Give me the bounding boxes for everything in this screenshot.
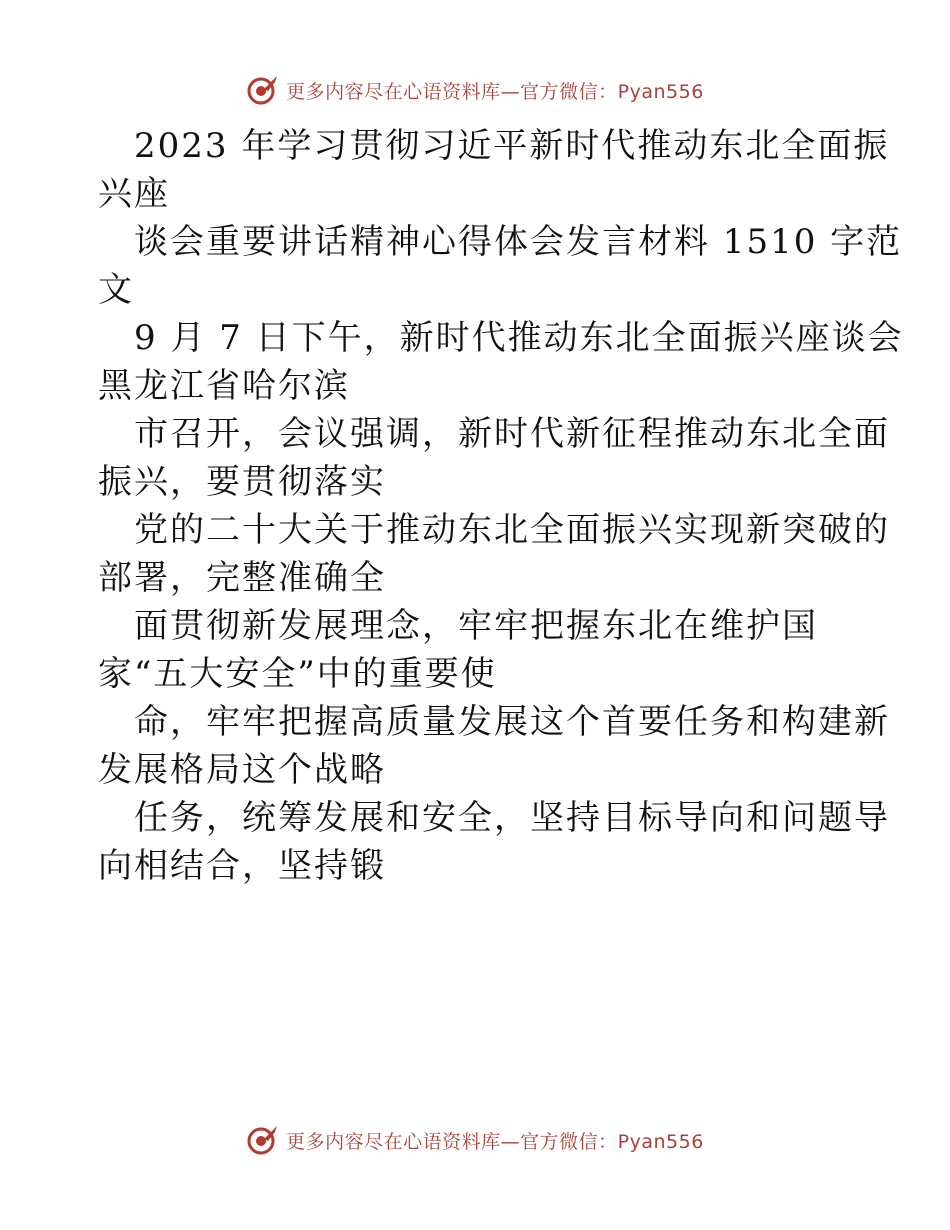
text-line: 兴座	[98, 174, 170, 214]
header-banner-text: 更多内容尽在心语资料库—官方微信：Pyan556	[286, 80, 704, 103]
text-line: 任务，统筹发展和安全，坚持目标导向和问题导	[134, 798, 890, 838]
text-line: 黑龙江省哈尔滨	[98, 366, 350, 406]
text-line: 党的二十大关于推动东北全面振兴实现新突破的	[134, 510, 890, 550]
text-line: 家“五大安全”中的重要使	[98, 654, 497, 694]
text-line: 振兴，要贯彻落实	[98, 462, 386, 502]
header-banner	[0, 70, 950, 110]
text-line: 向相结合，坚持锻	[98, 846, 386, 886]
text-line: 2023 年学习贯彻习近平新时代推动东北全面振	[134, 126, 890, 166]
quill-logo-icon	[246, 73, 280, 107]
text-line: 命，牢牢把握高质量发展这个首要任务和构建新	[134, 702, 890, 742]
text-line: 市召开，会议强调，新时代新征程推动东北全面	[134, 414, 890, 454]
text-line: 谈会重要讲话精神心得体会发言材料 1510 字范	[134, 222, 903, 262]
footer-banner-text: 更多内容尽在心语资料库—官方微信：Pyan556	[286, 1130, 704, 1153]
text-line: 部署，完整准确全	[98, 558, 386, 598]
text-line: 9 月 7 日下午，新时代推动东北全面振兴座谈会	[134, 318, 904, 358]
text-line: 发展格局这个战略	[98, 750, 386, 790]
document-body	[98, 122, 904, 890]
text-line: 文	[98, 270, 134, 310]
text-line: 面贯彻新发展理念，牢牢把握东北在维护国	[134, 606, 818, 646]
quill-logo-icon	[246, 1123, 280, 1157]
footer-banner	[0, 1120, 950, 1160]
